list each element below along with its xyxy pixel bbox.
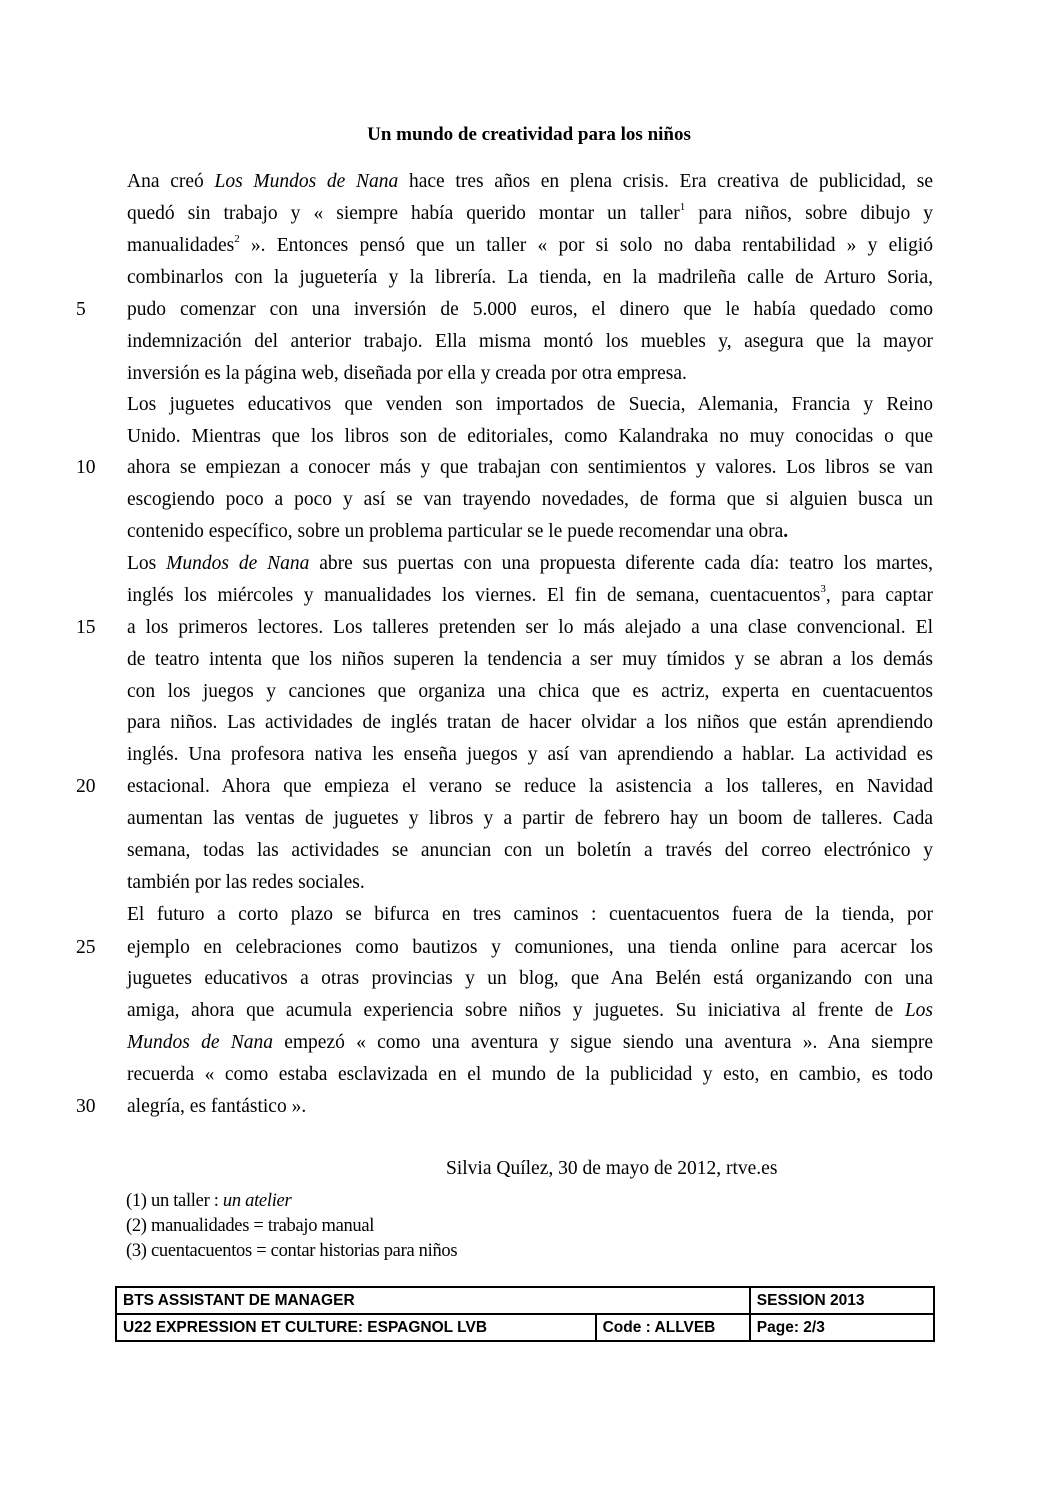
text-line: semana, todas las actividades se anuncian con un boletín a través del correo electrónico y — [127, 840, 933, 861]
text-line: combinarlos con la juguetería y la librería. La tienda, en la madrileña calle de Arturo Soria, — [127, 267, 933, 288]
footnote-ref-2: 2 — [234, 233, 240, 245]
document-title: Un mundo de creatividad para los niños — [367, 124, 691, 145]
text-line: inversión es la página web, diseñada por ella y creada por otra empresa. — [127, 363, 687, 384]
text-line: Los juguetes educativos que venden son importados de Suecia, Alemania, Francia y Reino — [127, 394, 933, 415]
text-line: El futuro a corto plazo se bifurca en tres caminos : cuentacuentos fuera de la tienda, por — [127, 904, 933, 925]
text-line: para niños. Las actividades de inglés tratan de hacer olvidar a los niños que están aprendiendo — [127, 712, 933, 733]
text-line: Unido. Mientras que los libros son de editoriales, como Kalandraka no muy conocidas o que — [127, 426, 933, 447]
exam-name-cell: BTS ASSISTANT DE MANAGER — [116, 1287, 750, 1314]
text-line: inglés los miércoles y manualidades los viernes. El fin de semana, cuentacuentos$^3$, para captar — [127, 583, 933, 606]
text-line: indemnización del anterior trabajo. Ella misma montó los muebles y, asegura que la mayor — [127, 331, 933, 352]
text-line: pudo comenzar con una inversión de 5.000 euros, el dinero que le había quedado como — [127, 299, 933, 320]
code-cell: Code : ALLVEB — [596, 1314, 750, 1341]
text-line: Ana creó Los Mundos de Nana hace tres años en plena crisis. Era creativa de publicidad, se — [127, 171, 933, 192]
table-row — [116, 1314, 934, 1341]
text-line: de teatro intenta que los niños superen la tendencia a ser muy tímidos y se abran a los demás — [127, 649, 933, 670]
line-number-30: 30 — [76, 1096, 96, 1117]
text-line: Los Mundos de Nana abre sus puertas con una propuesta diferente cada día: teatro los martes, — [127, 553, 934, 574]
footnote-ref-3: 3 — [820, 583, 826, 595]
session-cell: SESSION 2013 — [750, 1287, 934, 1314]
footnote-3: (3) cuentacuentos = contar historias para niños — [126, 1241, 458, 1261]
exam-info-table — [115, 1286, 935, 1342]
text-line: alegría, es fantástico ». — [127, 1096, 307, 1117]
text-line: ejemplo en celebraciones como bautizos y comuniones, una tienda online para acercar los — [127, 937, 933, 958]
text-line: ahora se empiezan a conocer más y que trabajan con sentimientos y valores. Los libros se van — [127, 457, 933, 478]
text-line: recuerda « como estaba esclavizada en el mundo de la publicidad y esto, en cambio, es todo — [127, 1064, 933, 1085]
text-line: quedó sin trabajo y « siempre había querido montar un taller$^1$ para niños, sobre dibujo y — [127, 201, 933, 224]
text-line: también por las redes sociales. — [127, 872, 365, 893]
line-number-20: 20 — [76, 776, 96, 797]
footnote-ref-1: 1 — [679, 201, 686, 213]
text-line: manualidades$^2$ ». Entonces pensó que un taller « por si solo no daba rentabilidad » y eligió — [127, 233, 933, 256]
line-number-25: 25 — [76, 937, 96, 958]
text-line: aumentan las ventas de juguetes y libros y a partir de febrero hay un boom de talleres. Cada — [127, 808, 933, 829]
text-line: inglés. Una profesora nativa les enseña juegos y así van aprendiendo a hablar. La actividad es — [127, 744, 933, 765]
source-attribution: Silvia Quílez, 30 de mayo de 2012, rtve.es — [446, 1158, 778, 1179]
text-line: Mundos de Nana empezó « como una aventura y sigue siendo una aventura ». Ana siempre — [127, 1032, 933, 1053]
text-line: contenido específico, sobre un problema particular se le puede recomendar una obra. — [127, 521, 789, 542]
line-number-15: 15 — [76, 617, 96, 638]
table-row — [116, 1287, 934, 1314]
text-line: estacional. Ahora que empieza el verano se reduce la asistencia a los talleres, en Navidad — [127, 776, 933, 797]
page-number-cell: Page: 2/3 — [750, 1314, 934, 1341]
line-number-10: 10 — [76, 457, 96, 478]
footnote-1: (1) un taller : un atelier — [126, 1191, 292, 1211]
text-line: amiga, ahora que acumula experiencia sobre niños y juguetes. Su iniciativa al frente de Los — [127, 1000, 933, 1021]
subject-cell: U22 EXPRESSION ET CULTURE: ESPAGNOL LVB — [116, 1314, 596, 1341]
text-line: a los primeros lectores. Los talleres pretenden ser lo más alejado a una clase convencional. El — [127, 617, 933, 638]
footnote-2: (2) manualidades = trabajo manual — [126, 1216, 375, 1236]
line-number-5: 5 — [76, 299, 86, 320]
text-line: con los juegos y canciones que organiza una chica que es actriz, experta en cuentacuentos — [127, 681, 933, 702]
text-line: juguetes educativos a otras provincias y un blog, que Ana Belén está organizando con una — [127, 968, 933, 989]
text-line: escogiendo poco a poco y así se van trayendo novedades, de forma que si alguien busca un — [127, 489, 933, 510]
